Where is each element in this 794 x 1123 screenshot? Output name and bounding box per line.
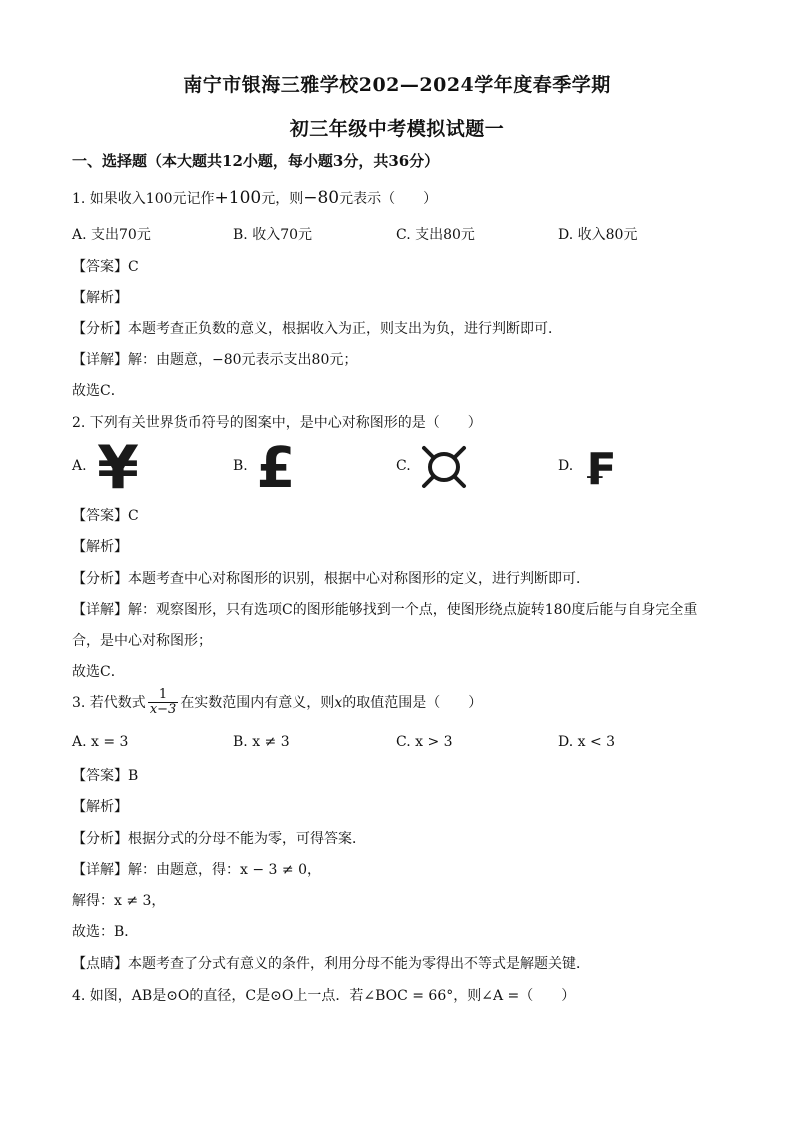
section-heading: 一、选择题（本大题共12小题，每小题3分，共36分） xyxy=(72,152,440,170)
q1-option-b: B. 收入70元 xyxy=(233,227,313,243)
q3-option-b: B. x ≠ 3 xyxy=(233,734,290,750)
q2-fenxi: 【分析】本题考查中心对称图形的识别，根据中心对称图形的定义，进行判断即可． xyxy=(72,571,590,587)
q1-stem-b: +100 xyxy=(214,188,262,208)
currency-sign-icon xyxy=(420,444,468,490)
pound-glyph: £ xyxy=(256,438,296,492)
q3-xiangjie: 【详解】解：由题意，得：x − 3 ≠ 0， xyxy=(72,862,321,878)
q1-stem-a: 1. 如果收入100元记作 xyxy=(72,191,215,207)
q1-stem-c: 元，则 xyxy=(261,191,304,207)
q3-fenxi: 【分析】根据分式的分母不能为零，可得答案． xyxy=(72,831,366,847)
q3-guxuan: 故选：B． xyxy=(72,924,139,940)
q3-stem-a: 3. 若代数式 xyxy=(72,694,146,711)
q2-answer: 【答案】C xyxy=(72,508,139,524)
q1-jiexi: 【解析】 xyxy=(72,290,128,306)
q2-guxuan: 故选C． xyxy=(72,664,125,680)
q3-option-d: D. x < 3 xyxy=(558,734,616,750)
q3-frac-den: x−3 xyxy=(149,702,177,718)
q3-fraction xyxy=(148,688,179,718)
q1-guxuan: 故选C． xyxy=(72,383,125,399)
q2-xiangjie-2: 合，是中心对称图形； xyxy=(72,633,212,649)
q2-option-a-label: A. xyxy=(72,458,87,474)
q3-option-a: A. x = 3 xyxy=(72,734,129,750)
q3-frac-num: 1 xyxy=(158,687,168,702)
q3-stem-x: x xyxy=(334,694,343,711)
question-1-stem xyxy=(72,188,437,208)
q1-option-c: C. 支出80元 xyxy=(396,227,475,243)
q1-option-a: A. 支出70元 xyxy=(72,227,151,243)
q1-option-d: D. 收入80元 xyxy=(558,227,638,243)
q3-stem-c: 的取值范围是（ ） xyxy=(342,694,483,711)
q2-jiexi: 【解析】 xyxy=(72,539,128,555)
q1-fenxi: 【分析】本题考查正负数的意义，根据收入为正，则支出为负，进行判断即可． xyxy=(72,321,562,337)
q3-answer: 【答案】B xyxy=(72,768,139,784)
question-4-stem: 4. 如图，AB是⊙O的直径，C是⊙O上一点．若∠BOC = 66°，则∠A =（ ） xyxy=(72,988,576,1004)
q1-answer: 【答案】C xyxy=(72,259,139,275)
q1-stem-d: −80 xyxy=(303,188,340,208)
q3-option-c: C. x > 3 xyxy=(396,734,453,750)
yen-icon xyxy=(94,436,142,494)
franc-glyph: ₣ xyxy=(583,444,615,488)
exam-title-line2: 初三年级中考模拟试题一 xyxy=(289,118,505,140)
exam-title-line1: 南宁市银海三雅学校202—2024学年度春季学期 xyxy=(183,74,611,96)
q1-stem-e: 元表示（ ） xyxy=(339,191,438,207)
q2-option-c-label: C. xyxy=(396,458,411,474)
franc-icon xyxy=(582,444,616,488)
q2-xiangjie-1: 【详解】解：观察图形，只有选项C的图形能够找到一个点，使图形绕点旋转180度后能与自身完全重 xyxy=(72,602,698,618)
yen-glyph: ¥ xyxy=(97,436,139,494)
question-3-stem xyxy=(72,688,482,718)
q3-jiede: 解得：x ≠ 3， xyxy=(72,893,166,909)
pound-icon xyxy=(254,438,298,492)
q2-option-b-label: B. xyxy=(233,458,248,474)
q3-dianjing: 【点睛】本题考查了分式有意义的条件，利用分母不能为零得出不等式是解题关键． xyxy=(72,956,590,972)
q3-jiexi: 【解析】 xyxy=(72,799,128,815)
q2-option-d-label: D. xyxy=(558,458,574,474)
q1-xiangjie: 【详解】解：由题意，−80元表示支出80元； xyxy=(72,352,358,368)
question-2-stem: 2. 下列有关世界货币符号的图案中，是中心对称图形的是（ ） xyxy=(72,415,482,431)
q3-stem-b: 在实数范围内有意义，则 xyxy=(180,694,335,711)
